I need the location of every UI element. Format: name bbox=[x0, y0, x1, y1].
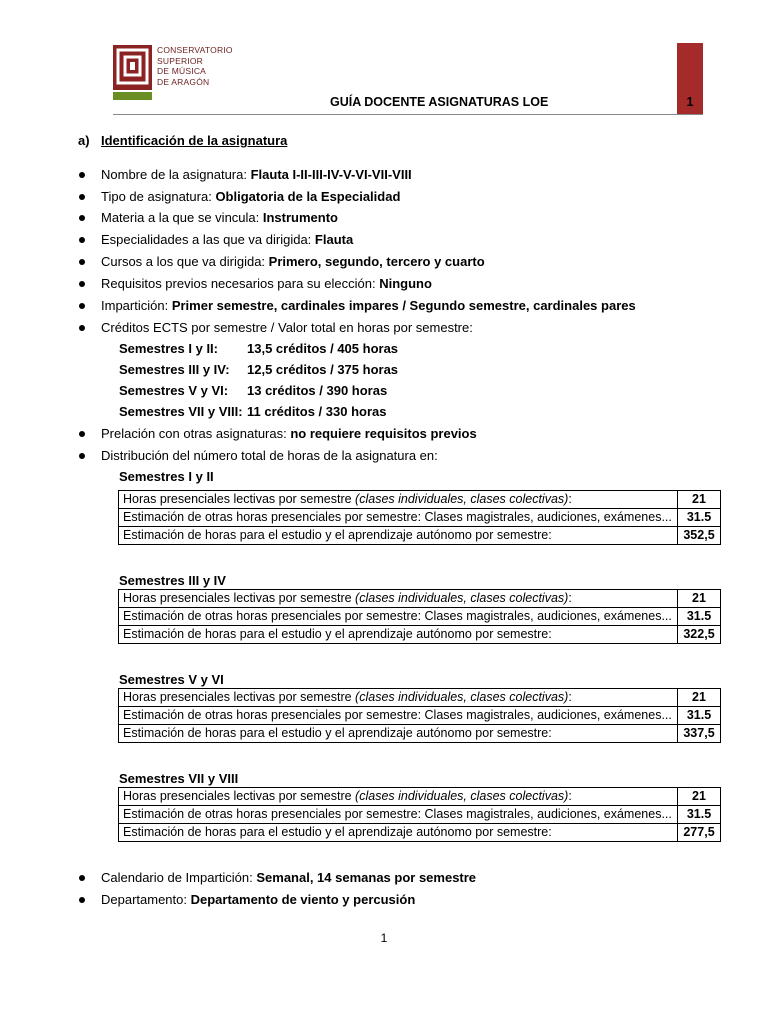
bullet-icon bbox=[79, 897, 85, 903]
table-row bbox=[119, 806, 721, 824]
page-tag-number: 1 bbox=[686, 95, 694, 109]
hours-table bbox=[118, 787, 721, 842]
table-cell: Horas presenciales lectivas por semestre (clases individuales, clases colectivas): bbox=[119, 590, 678, 608]
credits-row: Semestres I y II: 13,5 créditos / 405 horas bbox=[119, 341, 399, 356]
table-cell-value: 21 bbox=[678, 590, 721, 608]
bullet-icon bbox=[79, 875, 85, 881]
table-cell: Estimación de horas para el estudio y el aprendizaje autónomo por semestre: bbox=[119, 626, 678, 644]
list-item: Departamento: Departamento de viento y percusión bbox=[101, 892, 416, 907]
table-row bbox=[119, 824, 721, 842]
table-cell: Estimación de horas para el estudio y el aprendizaje autónomo por semestre: bbox=[119, 527, 678, 545]
table-cell-value: 322,5 bbox=[678, 626, 721, 644]
table-cell-value: 21 bbox=[678, 689, 721, 707]
bullet-icon bbox=[79, 237, 85, 243]
list-item: Créditos ECTS por semestre / Valor total en horas por semestre: bbox=[101, 320, 473, 335]
bullet-icon bbox=[79, 281, 85, 287]
table-cell-value: 31.5 bbox=[678, 806, 721, 824]
hours-table bbox=[118, 688, 721, 743]
table-cell-value: 31.5 bbox=[678, 509, 721, 527]
bullet-icon bbox=[79, 194, 85, 200]
table-cell: Estimación de otras horas presenciales por semestre: Clases magistrales, audiciones, exámenes... bbox=[119, 509, 678, 527]
table-cell: Horas presenciales lectivas por semestre (clases individuales, clases colectivas): bbox=[119, 689, 678, 707]
table-row bbox=[119, 788, 721, 806]
logo-line: CONSERVATORIO bbox=[157, 45, 233, 55]
table-row bbox=[119, 527, 721, 545]
table-cell-value: 21 bbox=[678, 788, 721, 806]
header-divider bbox=[113, 114, 703, 115]
bullet-icon bbox=[79, 259, 85, 265]
table-cell-value: 31.5 bbox=[678, 707, 721, 725]
table-row bbox=[119, 689, 721, 707]
bullet-icon bbox=[79, 172, 85, 178]
list-item: Requisitos previos necesarios para su elección: Ninguno bbox=[101, 276, 432, 291]
bullet-icon bbox=[79, 325, 85, 331]
logo-text bbox=[157, 45, 233, 87]
table-heading: Semestres III y IV bbox=[119, 573, 226, 588]
list-item: Especialidades a las que va dirigida: Flauta bbox=[101, 232, 354, 247]
table-row bbox=[119, 608, 721, 626]
credits-row: Semestres III y IV: 12,5 créditos / 375 horas bbox=[119, 362, 399, 377]
hours-table bbox=[118, 490, 721, 545]
logo-line: DE ARAGÓN bbox=[157, 76, 210, 87]
list-item: Distribución del número total de horas de la asignatura en: bbox=[101, 448, 438, 463]
table-heading: Semestres VII y VIII bbox=[119, 771, 239, 786]
table-cell: Estimación de horas para el estudio y el aprendizaje autónomo por semestre: bbox=[119, 824, 678, 842]
logo-line: SUPERIOR bbox=[157, 55, 203, 66]
table-cell-value: 352,5 bbox=[678, 527, 721, 545]
table-cell: Horas presenciales lectivas por semestre (clases individuales, clases colectivas): bbox=[119, 788, 678, 806]
table-row bbox=[119, 491, 721, 509]
table-cell: Estimación de otras horas presenciales por semestre: Clases magistrales, audiciones, exámenes... bbox=[119, 608, 678, 626]
table-cell-value: 21 bbox=[678, 491, 721, 509]
bullet-icon bbox=[79, 431, 85, 437]
table-cell: Horas presenciales lectivas por semestre (clases individuales, clases colectivas): bbox=[119, 491, 678, 509]
credits-row: Semestres V y VI: 13 créditos / 390 horas bbox=[119, 383, 388, 398]
table-row bbox=[119, 509, 721, 527]
list-item: Nombre de la asignatura: Flauta I-II-III-IV-V-VI-VII-VIII bbox=[101, 167, 412, 182]
table-heading: Semestres I y II bbox=[119, 469, 214, 484]
section-title: Identificación de la asignatura bbox=[101, 133, 288, 148]
credits-row: Semestres VII y VIII: 11 créditos / 330 horas bbox=[119, 404, 387, 419]
bullet-icon bbox=[79, 215, 85, 221]
list-item: Impartición: Primer semestre, cardinales impares / Segundo semestre, cardinales pares bbox=[101, 298, 636, 313]
table-cell-value: 277,5 bbox=[678, 824, 721, 842]
logo-line: DE MÚSICA bbox=[157, 66, 207, 76]
bullet-icon bbox=[79, 303, 85, 309]
table-cell: Estimación de otras horas presenciales por semestre: Clases magistrales, audiciones, exámenes... bbox=[119, 707, 678, 725]
table-row bbox=[119, 626, 721, 644]
page-number: 1 bbox=[380, 931, 388, 945]
list-item: Prelación con otras asignaturas: no requiere requisitos previos bbox=[101, 426, 477, 441]
list-item: Tipo de asignatura: Obligatoria de la Especialidad bbox=[101, 189, 401, 204]
list-item: Materia a la que se vincula: Instrumento bbox=[101, 210, 338, 225]
table-cell-value: 31.5 bbox=[678, 608, 721, 626]
table-row bbox=[119, 725, 721, 743]
section-number: a) bbox=[78, 133, 90, 148]
table-row bbox=[119, 707, 721, 725]
document-title: GUÍA DOCENTE ASIGNATURAS LOE bbox=[330, 95, 549, 109]
list-item: Calendario de Impartición: Semanal, 14 semanas por semestre bbox=[101, 870, 477, 885]
table-heading: Semestres V y VI bbox=[119, 672, 224, 687]
table-cell: Estimación de horas para el estudio y el aprendizaje autónomo por semestre: bbox=[119, 725, 678, 743]
hours-table bbox=[118, 589, 721, 644]
list-item: Cursos a los que va dirigida: Primero, segundo, tercero y cuarto bbox=[101, 254, 485, 269]
table-cell-value: 337,5 bbox=[678, 725, 721, 743]
conservatory-logo-icon bbox=[113, 45, 152, 100]
table-row bbox=[119, 590, 721, 608]
table-cell: Estimación de otras horas presenciales por semestre: Clases magistrales, audiciones, exámenes... bbox=[119, 806, 678, 824]
bullet-icon bbox=[79, 453, 85, 459]
